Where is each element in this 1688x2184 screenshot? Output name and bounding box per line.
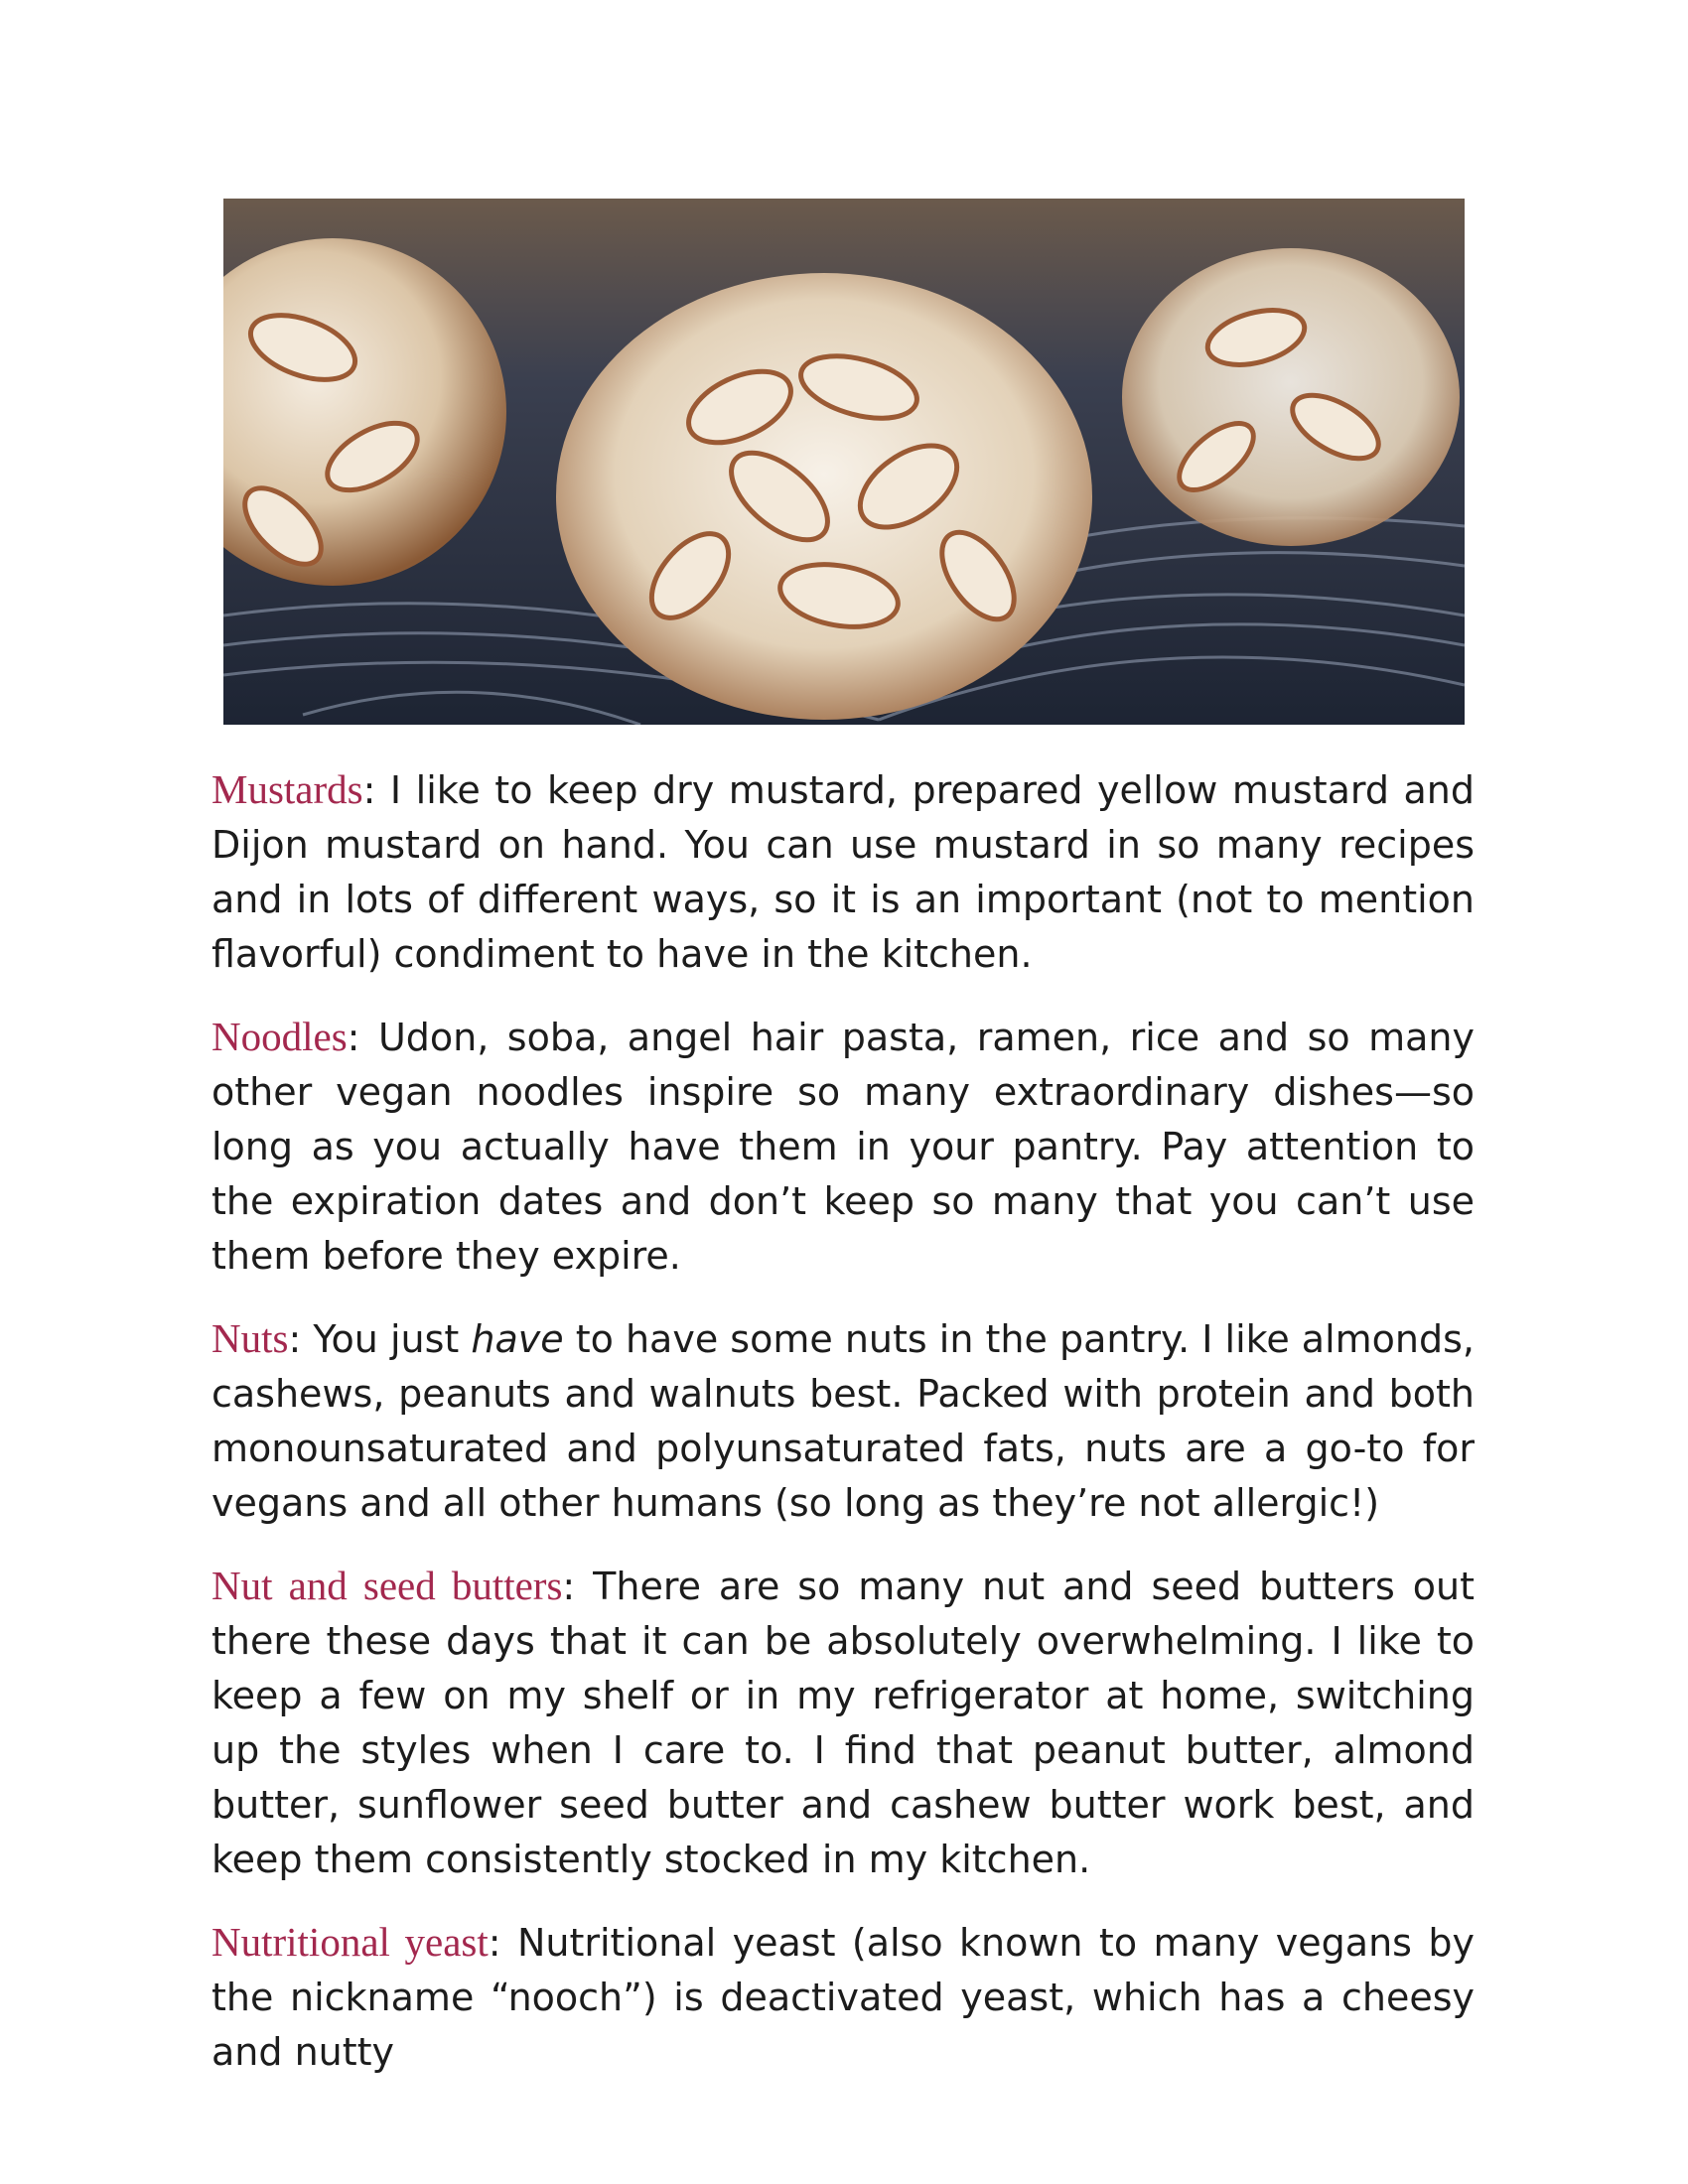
entry-nut-and-seed-butters <box>211 1559 1475 1887</box>
entry-noodles <box>211 1010 1475 1284</box>
term-label: Nut and seed butters <box>211 1563 563 1608</box>
entry-text: to have some nuts in the pantry. I like almonds, cashews, peanuts and walnuts best. Packed with protein and both monounsaturated and polyunsaturated fats, nuts are a go-to for vegans and all other humans (so long as they’re not allergic!) <box>211 1317 1475 1525</box>
entry-nutritional-yeast <box>211 1915 1475 2080</box>
entry-text: : I like to keep dry mustard, prepared yellow mustard and Dijon mustard on hand. You can use mustard in so many recipes and in lots of different ways, so it is an important (not to mention flavorful) condiment to have in the kitchen. <box>211 768 1475 976</box>
entry-text: : There are so many nut and seed butters out there these days that it can be absolutely overwhelming. I like to keep a few on my shelf or in my refrigerator at home, switching up the styles when I care to. I find that peanut butter, almond butter, sunflower seed butter and cashew butter work best, and keep them consistently stocked in my kitchen. <box>211 1565 1475 1881</box>
term-label: Nutritional yeast <box>211 1919 489 1965</box>
term-label: Nuts <box>211 1315 289 1361</box>
photo-illustration <box>223 199 1465 725</box>
entry-text: : Udon, soba, angel hair pasta, ramen, rice and so many other vegan noodles inspire so many extraordinary dishes—so long as you actually have them in your pantry. Pay attention to the expiration dates and don’t keep so many that you can’t use them before they expire. <box>211 1016 1475 1278</box>
entry-text: : Nutritional yeast (also known to many vegans by the nickname “nooch”) is deactivated yeast, which has a cheesy and nutty <box>211 1921 1475 2074</box>
emphasis-text: have <box>471 1317 564 1361</box>
term-label: Noodles <box>211 1014 348 1059</box>
term-label: Mustards <box>211 766 363 812</box>
entry-mustards <box>211 762 1475 982</box>
entry-nuts <box>211 1311 1475 1531</box>
almond-balls-photo <box>223 199 1465 725</box>
article-body <box>211 762 1475 2108</box>
entry-text: : You just <box>288 1317 472 1361</box>
